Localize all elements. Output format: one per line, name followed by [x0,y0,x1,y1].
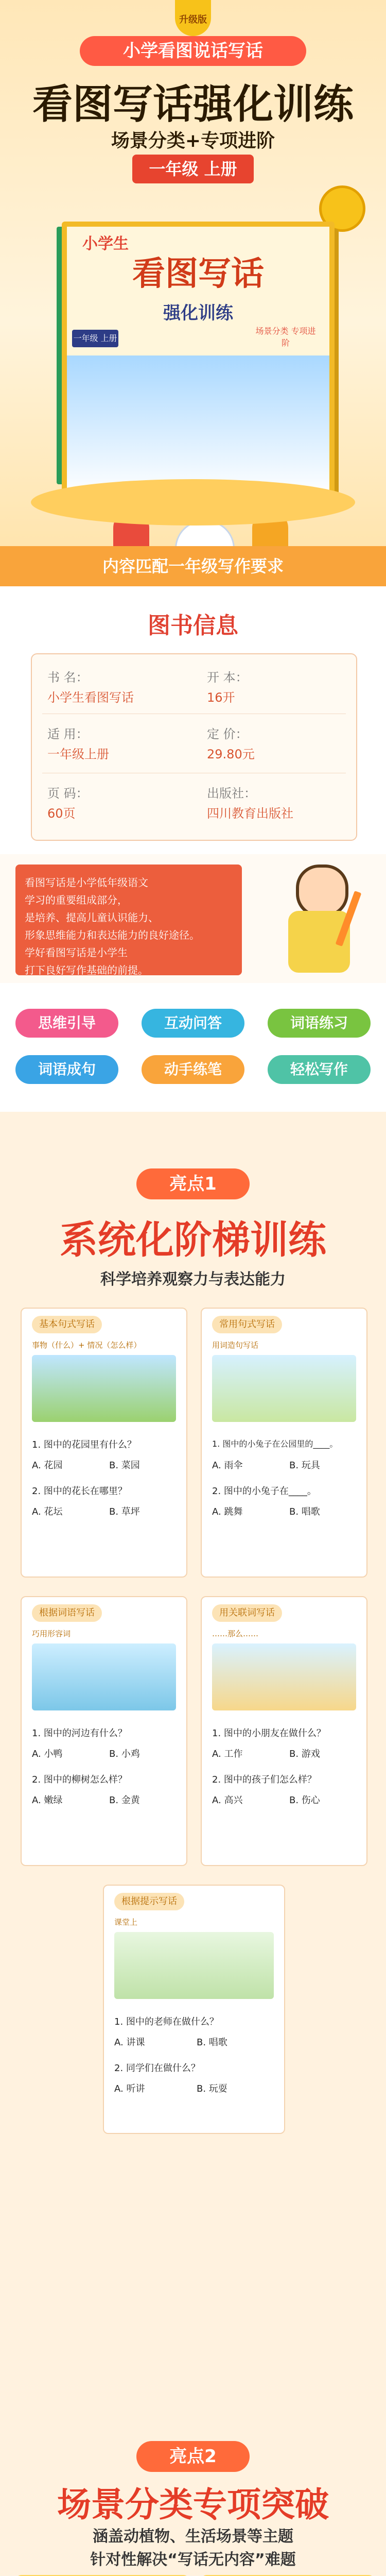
worksheet-topic: 事物（什么）+ 情况（怎么样） [32,1341,142,1350]
worksheet-5 [103,1885,285,2134]
info-title-cell [47,667,134,705]
info-label: 定 价： [207,727,248,741]
info-publisher-cell [207,783,293,821]
book-info-table [31,653,357,841]
book-cover-top [67,227,329,355]
info-label: 适 用： [47,727,89,741]
highlight2-line1: 涵盖动植物、生活场景等主题 [93,2528,293,2546]
option: A. 讲课 [114,2037,145,2048]
worksheet-topic: 用词造句写话 [212,1341,259,1350]
intro-card [15,865,242,975]
intro-line: 打下良好写作基础的前提。 [25,964,148,976]
worksheet-topic: 巧用形容词 [32,1629,71,1638]
feature-tags-section [0,983,386,1112]
option: B. 金黄 [109,1795,140,1806]
tag-vocabulary: 词语练习 [268,1009,371,1038]
intro-section [0,854,386,983]
info-value: 一年级上册 [47,747,109,761]
info-label: 开 本： [207,670,248,685]
highlight2-line2: 针对性解决“写话无内容”难题 [90,2551,296,2569]
intro-line: 形象思维能力和表达能力的良好途径。 [25,929,200,941]
intro-line: 学习的重要组成部分， [25,894,128,906]
book-title: 看图写话 [132,255,264,293]
book-cover [62,222,335,500]
option: B. 小鸡 [109,1749,140,1759]
worksheet-4 [201,1596,367,1866]
info-label: 页 码： [47,786,89,801]
question: 2. 同学们在做什么？ [114,2063,200,2074]
info-value: 29.80元 [207,747,255,761]
cover-subtitle: 场景分类+专项进阶 [111,130,275,151]
requirement-banner: 内容匹配一年级写作要求 [0,546,386,586]
info-value: 16开 [207,690,235,705]
question: 2. 图中的花长在哪里？ [32,1486,127,1497]
info-value: 小学生看图写话 [47,690,134,705]
question: 1. 图中的小兔子在公园里的____。 [212,1439,338,1449]
info-value: 60页 [47,806,76,821]
question: 1. 图中的小朋友在做什么？ [212,1728,326,1739]
info-label: 书 名： [47,670,89,685]
worksheet-tag: 根据词语写话 [32,1604,102,1622]
intro-line: 是培养、提高儿童认识能力、 [25,911,159,924]
option: A. 跳舞 [212,1506,243,1517]
option: B. 玩耍 [197,2083,227,2094]
highlight1-pill: 亮点1 [136,1168,250,1199]
question: 1. 图中的河边有什么？ [32,1728,127,1739]
highlight2-title: 场景分类专项突破 [57,2485,329,2524]
worksheet-tag: 常用句式写话 [212,1316,282,1333]
worksheet-tag: 根据提示写话 [114,1893,184,1910]
child-illustration [268,859,371,978]
question: 1. 图中的老师在做什么？ [114,2016,219,2027]
question: 2. 图中的柳树怎么样？ [32,1774,127,1785]
playground-illustration [212,1643,356,1710]
highlight1-section [0,1112,386,2420]
worksheet-2 [201,1308,367,1578]
option: B. 唱歌 [289,1506,320,1517]
grade-badge: 一年级 上册 [132,155,254,183]
option: B. 唱歌 [197,2037,227,2048]
book-series-label: 小学生 [82,235,129,253]
option: A. 雨伞 [212,1460,243,1471]
info-label: 出版社： [207,786,256,801]
worksheet-tag: 用关联词写话 [212,1604,282,1622]
question: 1. 图中的花园里有什么？ [32,1439,136,1450]
edition-badge: 升级版 [175,0,211,36]
worksheet-1 [21,1308,187,1578]
info-pages-cell [47,783,89,821]
highlight1-subtitle: 科学培养观察力与表达能力 [100,1270,286,1289]
option: A. 嫩绿 [32,1795,63,1806]
book-subtitle: 强化训练 [163,303,233,324]
info-price-cell [207,724,255,762]
highlight2-section [0,2420,386,2576]
highlight2-pill: 亮点2 [136,2441,250,2472]
book-side-text: 场景分类 专项进阶 [255,326,316,348]
tag-interaction: 互动问答 [142,1009,244,1038]
garden-illustration [32,1355,176,1422]
option: A. 工作 [212,1749,243,1759]
question: 2. 图中的小兔子在____。 [212,1486,317,1497]
cover-ribbon: 小学看图说话写话 [80,36,306,66]
classroom-illustration [114,1932,274,1999]
option: A. 听讲 [114,2083,145,2094]
worksheet-tag: 基本句式写话 [32,1316,102,1333]
intro-line: 学好看图写话是小学生 [25,946,128,959]
book-info-title: 图书信息 [148,613,238,639]
worksheet-3 [21,1596,187,1866]
book-info-section [0,586,386,854]
option: A. 高兴 [212,1795,243,1806]
book-cover-illustration [67,355,329,495]
tag-thinking: 思维引导 [15,1009,118,1038]
option: B. 菜园 [109,1460,140,1471]
option: B. 玩具 [289,1460,320,1471]
worksheet-topic: 课堂上 [114,1918,138,1927]
info-value: 四川教育出版社 [207,806,293,821]
tag-sentence: 词语成句 [15,1055,118,1084]
info-grade-cell [47,724,109,762]
cover-title: 看图写话强化训练 [32,81,354,128]
book-grade: 一年级 上册 [72,330,118,347]
option: A. 花坛 [32,1506,63,1517]
intro-line: 看图写话是小学低年级语文 [25,876,148,889]
tag-writing-practice: 动手练笔 [142,1055,244,1084]
info-format-cell [207,667,248,705]
podium-base [31,479,355,526]
tag-easy-writing: 轻松写作 [268,1055,371,1084]
question: 2. 图中的孩子们怎么样？ [212,1774,317,1785]
worksheet-topic: ……那么…… [212,1629,259,1638]
option: B. 草坪 [109,1506,140,1517]
highlight1-title: 系统化阶梯训练 [60,1218,326,1262]
rabbit-illustration [212,1355,356,1422]
option: A. 小鸭 [32,1749,63,1759]
pond-illustration [32,1643,176,1710]
cover-section [0,0,386,586]
option: A. 花园 [32,1460,63,1471]
option: B. 伤心 [289,1795,320,1806]
option: B. 游戏 [289,1749,320,1759]
